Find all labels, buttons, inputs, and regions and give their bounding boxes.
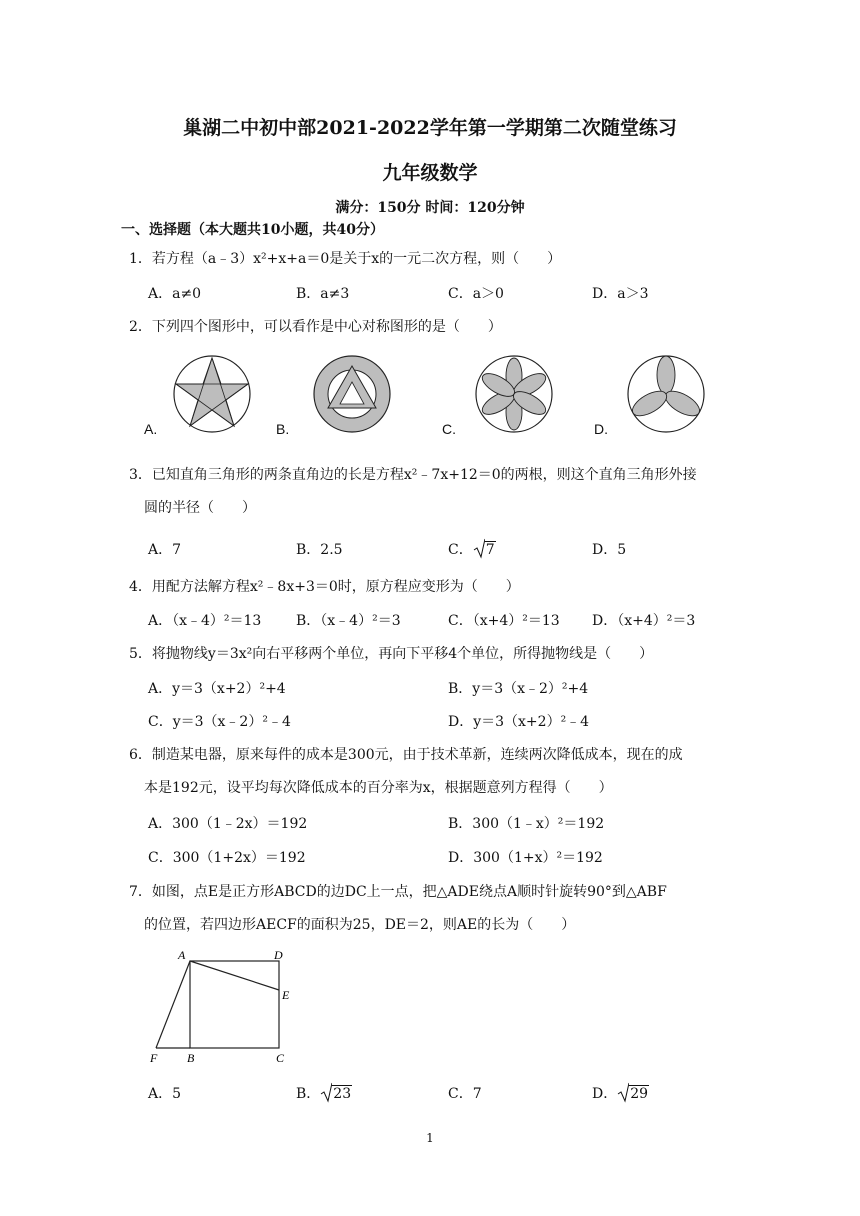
section-heading: 一、选择题（本大题共10小题，共40分） xyxy=(121,222,384,238)
q3-option-b: B．2.5 xyxy=(296,542,343,558)
q5-option-a: A．y＝3（x+2）²+4 xyxy=(148,681,286,697)
q3-option-a: A．7 xyxy=(148,542,182,558)
question-7-stem-line1: 7．如图，点E是正方形ABCD的边DC上一点，把△ADE绕点A顺时针旋转90°到△ABF xyxy=(129,884,667,900)
q7-option-d: D． 29 xyxy=(592,1083,649,1103)
question-5-stem: 5．将抛物线y＝3x²向右平移两个单位，再向下平移4个单位，所得抛物线是（ ） xyxy=(129,646,654,662)
q3-option-d: D．5 xyxy=(592,542,627,558)
figure-c-six-petals xyxy=(472,352,556,436)
q4-option-c: C．（x+4）²＝13 xyxy=(448,613,560,629)
question-6-stem-line1: 6．制造某电器，原来每件的成本是300元，由于技术革新，连续两次降低成本，现在的成 xyxy=(129,747,683,763)
question-2-stem: 2．下列四个图形中，可以看作是中心对称图形的是（ ） xyxy=(129,319,502,335)
figure-b-triangle-in-circle xyxy=(310,352,394,436)
label-b: B xyxy=(187,1051,195,1065)
q1-option-d: D．a＞3 xyxy=(592,286,649,302)
figure-d-three-petals xyxy=(624,352,708,436)
question-4-stem: 4．用配方法解方程x²﹣8x+3＝0时，原方程应变形为（ ） xyxy=(129,579,520,595)
q6-option-b: B．300（1﹣x）²＝192 xyxy=(448,816,605,832)
q2-option-a: A. xyxy=(144,421,158,437)
figure-a-star-in-circle xyxy=(170,352,254,436)
q3-option-c: C． 7 xyxy=(448,539,496,559)
q1-option-a: A．a≠0 xyxy=(148,286,202,302)
q6-option-d: D．300（1+x）²＝192 xyxy=(448,850,603,866)
q7-d-radicand: 29 xyxy=(630,1086,649,1102)
label-d: D xyxy=(274,948,283,962)
page-title: 巢湖二中初中部2021-2022学年第一学期第二次随堂练习 xyxy=(183,117,677,139)
q4-option-d: D．（x+4）²＝3 xyxy=(592,613,696,629)
q5-option-c: C．y＝3（x﹣2）²﹣4 xyxy=(148,714,291,730)
question-3-stem-line1: 3．已知直角三角形的两条直角边的长是方程x²﹣7x+12＝0的两根，则这个直角三角形外接 xyxy=(129,467,697,483)
q4-option-a: A．（x﹣4）²＝13 xyxy=(148,613,262,629)
page-subtitle: 九年级数学 xyxy=(382,162,478,184)
label-e: E xyxy=(282,988,290,1002)
q4-option-b: B．（x﹣4）²＝3 xyxy=(296,613,401,629)
q2-option-b: B. xyxy=(276,421,290,437)
q3-c-radicand: 7 xyxy=(485,542,495,558)
q2-option-c: C. xyxy=(442,421,456,437)
question-6-stem-line2: 本是192元，设平均每次降低成本的百分率为x，根据题意列方程得（ ） xyxy=(144,780,613,796)
question-1-stem: 1．若方程（a﹣3）x²+x+a＝0是关于x的一元二次方程，则（ ） xyxy=(129,251,562,267)
q1-option-c: C．a＞0 xyxy=(448,286,504,302)
question-7-stem-line2: 的位置，若四边形AECF的面积为25，DE＝2，则AE的长为（ ） xyxy=(144,917,576,933)
figure-q7-square xyxy=(145,945,305,1069)
q5-option-d: D．y＝3（x+2）²﹣4 xyxy=(448,714,590,730)
page-number: 1 xyxy=(426,1131,434,1145)
label-c: C xyxy=(276,1051,285,1065)
q7-option-a: A．5 xyxy=(148,1086,182,1102)
score-info: 满分：150分 时间：120分钟 xyxy=(335,200,525,216)
q6-option-c: C．300（1+2x）＝192 xyxy=(148,850,306,866)
label-a: A xyxy=(178,948,186,962)
q5-option-b: B．y＝3（x﹣2）²+4 xyxy=(448,681,589,697)
q7-b-radicand: 23 xyxy=(333,1086,352,1102)
q7-option-b: B． 23 xyxy=(296,1083,352,1103)
q6-option-a: A．300（1﹣2x）＝192 xyxy=(148,816,308,832)
label-f: F xyxy=(150,1051,158,1065)
q7-option-c: C．7 xyxy=(448,1086,482,1102)
q2-option-d: D. xyxy=(594,421,608,437)
q1-option-b: B．a≠3 xyxy=(296,286,350,302)
question-3-stem-line2: 圆的半径（ ） xyxy=(144,500,256,516)
